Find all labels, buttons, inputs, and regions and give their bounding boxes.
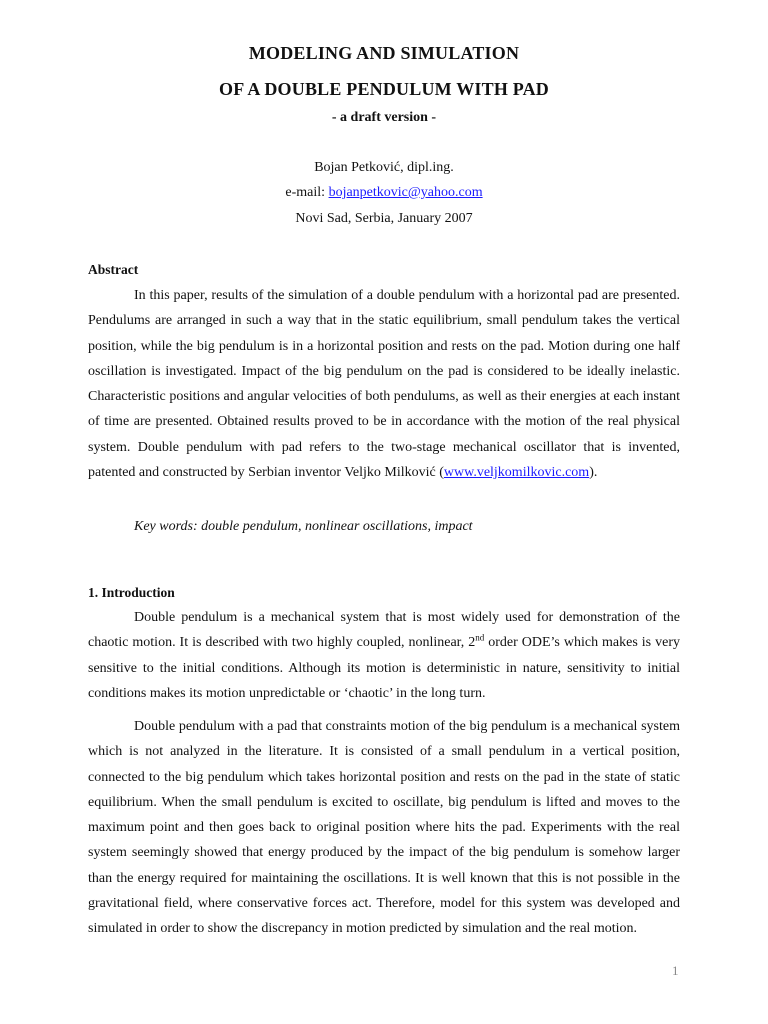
abstract-text <box>88 283 680 485</box>
abstract-body: In this paper, results of the simulation of a double pendulum with a horizontal pad are presented. Pendulums are arranged in such a way that in the static equilibrium, small pendulum takes the vertical position, while the big pendulum is in a horizontal position and rests on the pad. Motion during one half oscillation is investigated. Impact of the big pendulum on the pad is considered to be ideally inelastic. Characteristic positions and angular velocities of both pendulums, as well as their energies at each instant of time are presented. Obtained results proved to be in accordance with the motion of the real physical system. Double pendulum with pad refers to the two-stage mechanical oscillator that is invented, patented and constructed by Serbian inventor Veljko Milković ( <box>88 288 680 481</box>
website-link[interactable]: www.veljkomilkovic.com <box>443 465 590 481</box>
introduction-paragraph-1 <box>88 605 680 706</box>
author-name: Bojan Petković, dipl.ing. <box>314 160 454 175</box>
email-label: e-mail: <box>285 185 329 200</box>
abstract-end: ). <box>589 465 598 481</box>
draft-subtitle: - a draft version - <box>331 110 437 125</box>
title-line-2: OF A DOUBLE PENDULUM WITH PAD <box>219 79 549 99</box>
author-email <box>0 185 768 201</box>
page-number: 1 <box>672 963 679 978</box>
introduction-heading: 1. Introduction <box>88 585 175 600</box>
title-line-1: MODELING AND SIMULATION <box>248 43 520 63</box>
superscript-nd: nd <box>475 632 485 643</box>
introduction-paragraph-2: Double pendulum with a pad that constraints motion of the big pendulum is a mechanical system which is not analyzed in the literature. It is consisted of a small pendulum in a vertical position, connected to the big pendulum which takes horizontal position and rests on the pad in the state of static equilibrium. When the small pendulum is excited to oscillate, big pendulum is lifted and moves to the maximum point and then goes back to original position where hits the pad. Experiments with the real system seemingly showed that energy produced by the impact of the big pendulum is somehow larger than the energy required for maintaining the oscillations. It is well known that this is not possible in the gravitational field, where conservative forces act. Therefore, model for this system was developed and simulated in order to show the discrepancy in motion predicted by simulation and the real motion. <box>88 719 680 937</box>
keywords: Key words: double pendulum, nonlinear oscillations, impact <box>134 519 473 534</box>
email-link[interactable]: bojanpetkovic@yahoo.com <box>328 185 483 200</box>
place-date: Novi Sad, Serbia, January 2007 <box>295 211 473 226</box>
intro-p1-end: order ODE’s which makes is very sensitive to the initial conditions. Although its motion is deterministic in nature, sensitivity to initial conditions makes its motion unpredictable or ‘chaotic’ in the long turn. <box>88 635 680 701</box>
intro-p1-start: Double pendulum is a mechanical system that is most widely used for demonstration of the chaotic motion. It is described with two highly coupled, nonlinear, 2 <box>88 610 680 651</box>
abstract-heading: Abstract <box>88 262 139 277</box>
